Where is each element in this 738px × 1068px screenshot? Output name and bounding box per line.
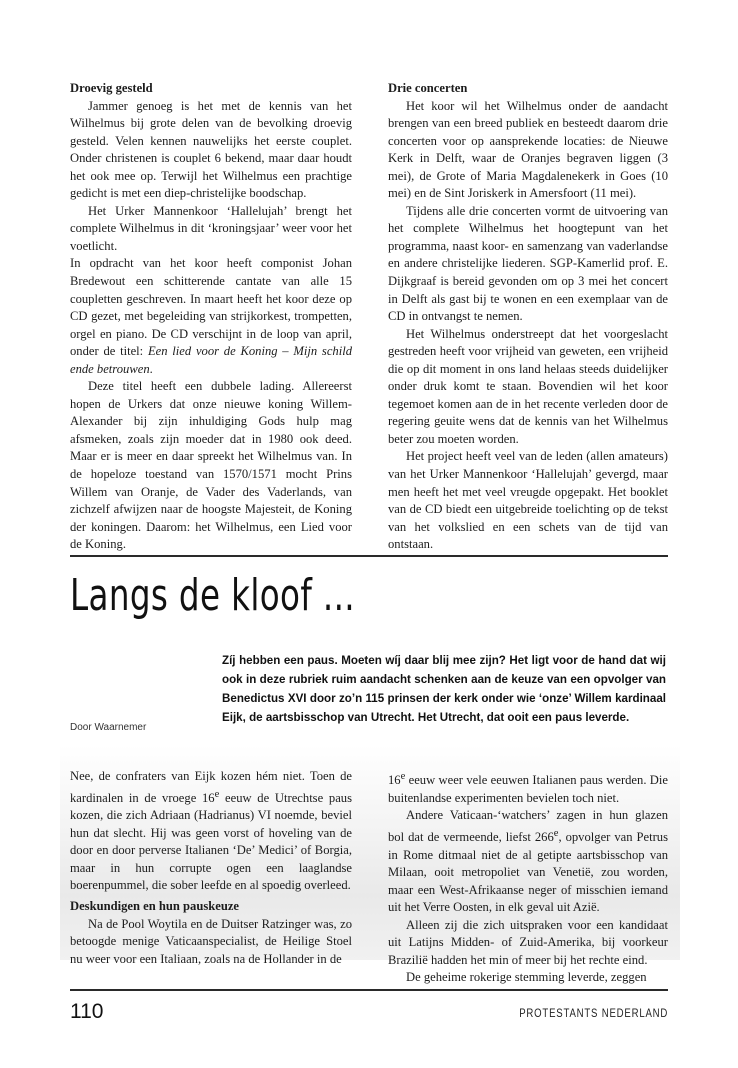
text-run: , opvolger van Petrus in Rome ditmaal niet de al getipte aartsbisschop van Milaan, ooit metropoliet van Venetië, zou worden, maar een West-Afrikaanse neger of misschien iemand uit het Verre Oosten, in elk geval uit Azië. <box>388 830 669 915</box>
paragraph: Alleen zij die zich uitspraken voor een kandidaat uit Latijns Midden- of Zuid-Amerika, bij voorkeur Brazilië hadden het min of meer bij het rechte eind. <box>388 917 668 967</box>
top-left-column <box>70 80 352 554</box>
paragraph <box>70 768 352 895</box>
section-heading-deskundigen: Deskundigen en hun pauskeuze <box>70 899 240 914</box>
cd-title-italic: Een lied voor de Koning – Mijn schild ende betrouwen <box>70 344 352 376</box>
section-heading-droevig-gesteld: Droevig gesteld <box>70 81 153 95</box>
text-run: Nee, de confraters van Eijk kozen hém niet. Toen de kardinalen in de vroege 16 <box>70 769 352 805</box>
superscript: e <box>553 827 559 839</box>
superscript: e <box>214 788 220 800</box>
paragraph: Deze titel heeft een dubbele lading. Allereerst hopen de Urkers dat onze nieuwe koning Willem-Alexander bij zijn inhuldiging Gods hulp mag afsmeken, zoals zijn moeder dat in 1980 ook deed. Maar er is meer en daar spreekt het Wilhelmus van. In de hopeloze toestand van 1570/1571 mocht Prins Willem van Oranje, de Vader des Vaderlands, van zichzelf afwijzen naar de hoogste Majesteit, de Koning der koningen. Daarom: het Wilhelmus, een Lied voor de Koning. <box>70 379 352 552</box>
paragraph <box>388 807 668 916</box>
paragraph: Het Wilhelmus onderstreept dat het voorgeslacht gestreden heeft voor vrijheid van geweten, een vrijheid die op dit moment in ons land helaas steeds duidelijker onder druk komt te staan. Bovendien wil het koor tegemoet komen aan de in het recente verleden door de regering geuite wens dat de kennis van het Wilhelmus beter zou moeten worden. <box>388 326 668 446</box>
paragraph: Na de Pool Woytila en de Duitser Ratzinger was, zo betoogde menige Vaticaanspecialist, de Heilige Stoel nu weer voor een Italiaan, zoals na de Hollander in de <box>70 916 352 966</box>
bottom-right-column <box>388 768 668 987</box>
article-intro: Zíj hebben een paus. Moeten wíj daar blij mee zijn? Het ligt voor de hand dat wij ook in deze rubriek ruim aandacht schenken aan de keuze van een opvolger van Benedictus XVI door zo’n 115 prinsen der kerk onder wie ‘onze’ Willem kardinaal Eijk, de aartsbisschop van Utrecht. Het Utrecht, dat ooit een paus leverde. <box>222 654 666 724</box>
text-run: 16 <box>388 773 401 788</box>
paragraph: De geheime rokerige stemming leverde, zeggen <box>406 970 647 985</box>
section-divider-rule <box>70 555 668 557</box>
text-run: Andere Vaticaan-‘watchers’ zagen in hun glazen bol dat de vermeende, liefst 266 <box>388 808 668 845</box>
top-right-column <box>388 80 668 554</box>
paragraph: Tijdens alle drie concerten vormt de uitvoering van het complete Wilhelmus het hoogtepunt van het programma, naast koor- en samenzang van vaderlandse en andere christelijke liederen. SGP-Kamerlid prof. E. Dijkgraaf is bereid gevonden om op 3 mei het concert in Delft als gast bij te wonen en een exemplaar van de CD in ontvangst te nemen. <box>388 203 668 324</box>
text-run: eeuw de Utrechtse paus kozen, die zich Adriaan (Hadrianus) VI noemde, beviel hun dat slecht. Hij was geen vorst of hoveling van de door en door perverse Italianen ‘De’ Medici’ of Borgia, maar in hun corrupte ogen een laaglandse boerenpummel, die sober leefde en al spoedig overleed. <box>70 790 352 893</box>
paragraph <box>388 768 668 807</box>
text-run: eeuw weer vele eeuwen Italianen paus werden. Die buitenlandse experimenten bevielen toch niet. <box>388 773 668 805</box>
paragraph: Jammer genoeg is het met de kennis van het Wilhelmus bij grote delen van de bevolking droevig gesteld. Velen kennen nauwelijks het eerste couplet. Onder christenen is couplet 6 bekend, maar daar houdt het ook mee op. Terwijl het Wilhelmus een prachtige gedicht is met een diep-christelijke boodschap. <box>70 98 352 201</box>
paragraph: Het project heeft veel van de leden (allen amateurs) van het Urker Mannenkoor ‘Hallelujah’ gevergd, maar men heeft het met veel vreugde opgepakt. Het booklet van de CD biedt een uitgebreide toelichting op de tekst van het volkslied en een schets van de tijd van ontstaan. <box>388 449 668 552</box>
bottom-left-column <box>70 768 352 968</box>
text-run: . <box>149 361 153 376</box>
paragraph: Het Urker Mannenkoor ‘Hallelujah’ brengt het complete Wilhelmus in dit ‘kroningsjaar’ weer voor het voetlicht. <box>70 203 352 253</box>
paragraph: Het koor wil het Wilhelmus onder de aandacht brengen van een breed publiek en besteedt daarom drie concerten voor op aansprekende locaties: de Nieuwe Kerk in Delft, waar de Oranjes begraven liggen (3 mei), de Grote of Maria Magdalenekerk in Goes (10 mei) en de Sint Joriskerk in Amersfoort (11 mei). <box>388 98 668 201</box>
section-heading-drie-concerten: Drie concerten <box>388 81 468 95</box>
text-run: In opdracht van het koor heeft componist Johan Bredewout een schitterende cantate van alle 15 coupletten geschreven. In maart heeft het koor deze op CD gezet, met begeleiding van strijkorkest, trompetten, orgel en piano. De CD verschijnt in de loop van april, onder de titel: <box>70 256 352 359</box>
article-title: Langs de kloof ... <box>70 570 356 621</box>
publication-name: PROTESTANTS NEDERLAND <box>519 1006 668 1020</box>
page-number: 110 <box>70 1000 104 1023</box>
superscript: e <box>400 771 406 782</box>
paragraph <box>70 255 352 378</box>
footer-rule <box>70 989 668 991</box>
byline: Door Waarnemer <box>70 722 147 733</box>
